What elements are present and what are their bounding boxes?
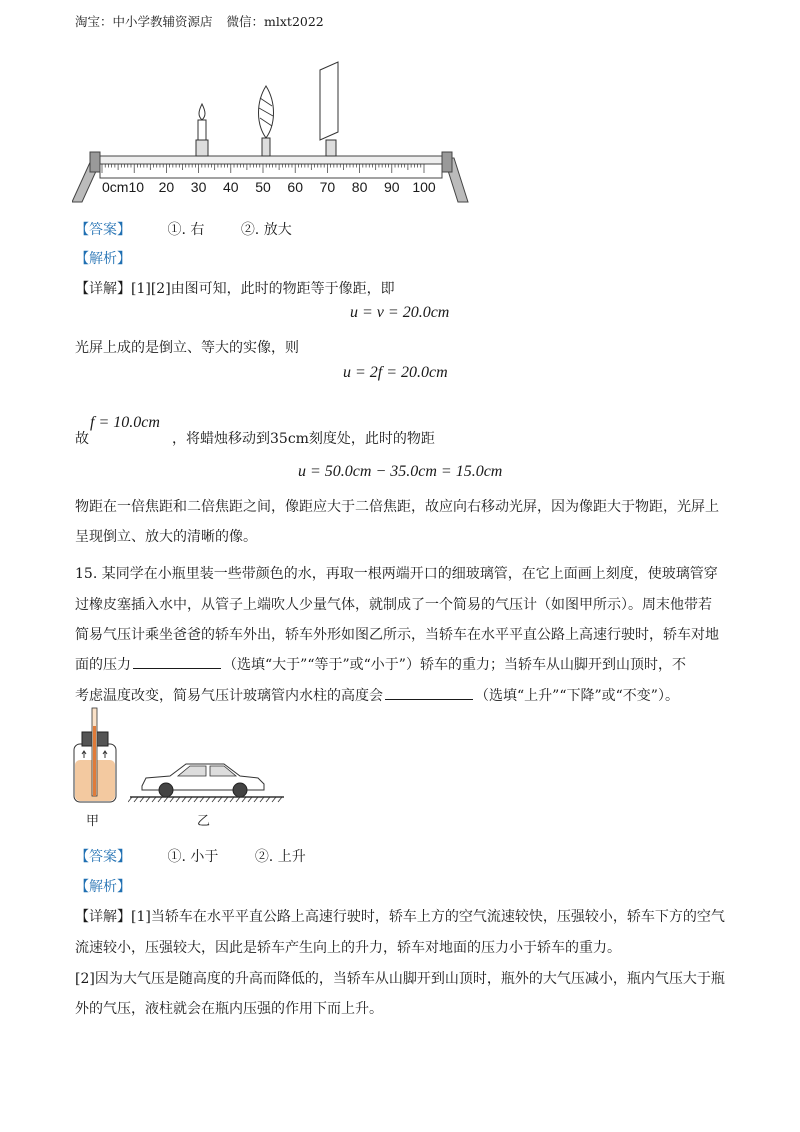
scale-tick-label: 30 (190, 179, 207, 195)
answer-blank-1 (133, 656, 221, 669)
convex-lens (259, 86, 274, 156)
barometer-bottle-figure (72, 706, 122, 806)
scale-tick-label: 90 (384, 179, 400, 195)
q14-conclusion-1: 物距在一倍焦距和二倍焦距之间，像距应大于二倍焦距，故应向右移动光屏，因为像距大于物距，光屏上 (75, 499, 719, 515)
q15-line-4 (75, 654, 686, 674)
car-wheel-rear (233, 783, 247, 797)
q14-detail (75, 278, 395, 298)
q15-line-2: 过橡皮塞插入水中，从管子上端吹人少量气体，就制成了一个简易的气压计（如图甲所示）。周末他带若 (75, 597, 712, 613)
detail-text: [1][2]由图可知，此时的物距等于像距，即 (131, 281, 395, 297)
header-wechat: 微信：mlxt2022 (226, 14, 324, 29)
q15-detail-2: 流速较小，压强较大，因此是轿车产生向上的升力，轿车对地面的压力小于轿车的重力。 (75, 940, 621, 956)
bench-scale (100, 164, 442, 178)
q15-line-5-b: （选填“上升”“下降”或“不变”）。 (475, 688, 679, 704)
light-screen (320, 62, 338, 156)
optical-bench-figure (72, 58, 472, 208)
q15-line-5 (75, 685, 679, 705)
bench-rail (100, 156, 442, 164)
detail-tag: 【详解】 (75, 281, 131, 297)
q15-line-1: 15. 某同学在小瓶里装一些带颜色的水，再取一根两端开口的细玻璃管，在它上面画上刻度，使玻璃管穿 (75, 566, 718, 582)
water-column (93, 726, 96, 796)
scale-tick-label: 40 (223, 179, 239, 195)
q14-conclusion-2: 呈现倒立、放大的清晰的像。 (75, 529, 257, 545)
q14-line3-rest: ，将蜡烛移动到35cm刻度处，此时的物距 (172, 431, 435, 447)
figure-label-yi: 乙 (197, 814, 211, 829)
q15-answer (75, 846, 306, 866)
answer-tag: 【答案】 (75, 222, 131, 238)
car-wheel-front (159, 783, 173, 797)
detail-text-1: [1]当轿车在水平平直公路上高速行驶时，轿车上方的空气流速较快，压强较小，轿车下方的空气 (131, 909, 725, 925)
car-figure (128, 752, 288, 804)
formula-1: u = v = 20.0cm (350, 304, 450, 321)
q14-line2: 光屏上成的是倒立、等大的实像，则 (75, 340, 299, 356)
header-shop: 淘宝：中小学教辅资源店 (75, 14, 213, 29)
answer-item-1: ①. 小于 (167, 849, 219, 865)
page-header (75, 12, 324, 30)
answer-item-2: ②. 上升 (254, 849, 306, 865)
bench-left-end (90, 152, 100, 172)
scale-tick-label: 60 (287, 179, 303, 195)
detail-tag: 【详解】 (75, 909, 131, 925)
q15-line-3: 简易气压计乘坐爸爸的轿车外出，轿车外形如图乙所示，当轿车在水平平直公路上高速行驶时，轿车对地 (75, 627, 719, 643)
formula-2: u = 2f = 20.0cm (343, 364, 448, 381)
formula-3: f = 10.0cm (90, 414, 160, 431)
scale-tick-labels (159, 179, 436, 195)
figure-label-jia: 甲 (86, 814, 100, 829)
q15-detail-4: 外的气压，液柱就会在瓶内压强的作用下而上升。 (75, 1001, 383, 1017)
answer-item-1: ①. 右 (167, 222, 205, 238)
answer-blank-2 (385, 687, 473, 700)
candle (196, 104, 208, 156)
scale-tick-label: 50 (255, 179, 271, 195)
q14-line3 (75, 428, 89, 448)
q15-line-5-a: 考虑温度改变，简易气压计玻璃管内水柱的高度会 (75, 688, 383, 704)
bench-right-end (442, 152, 452, 172)
analysis-tag: 【解析】 (75, 251, 131, 267)
q15-detail-1 (75, 906, 725, 926)
scale-unit-label: 0cm10 (102, 179, 145, 195)
scale-tick-label: 80 (351, 179, 368, 195)
q14-answer (75, 219, 292, 239)
q15-detail-3: [2]因为大气压是随高度的升高而降低的，当轿车从山脚开到山顶时，瓶外的大气压减小，瓶内气压大于瓶 (75, 971, 725, 987)
formula-4: u = 50.0cm − 35.0cm = 15.0cm (298, 463, 503, 480)
answer-tag: 【答案】 (75, 849, 131, 865)
q15-line-4-b: （选填“大于”“等于”或“小于”）轿车的重力；当轿车从山脚开到山顶时，不 (223, 657, 686, 673)
q15-line-4-a: 面的压力 (75, 657, 131, 673)
answer-item-2: ②. 放大 (240, 222, 292, 238)
analysis-tag: 【解析】 (75, 879, 131, 895)
scale-tick-label: 20 (158, 179, 175, 195)
scale-tick-label: 70 (319, 179, 336, 195)
so-text: 故 (75, 431, 89, 447)
scale-tick-label: 100 (412, 179, 436, 195)
